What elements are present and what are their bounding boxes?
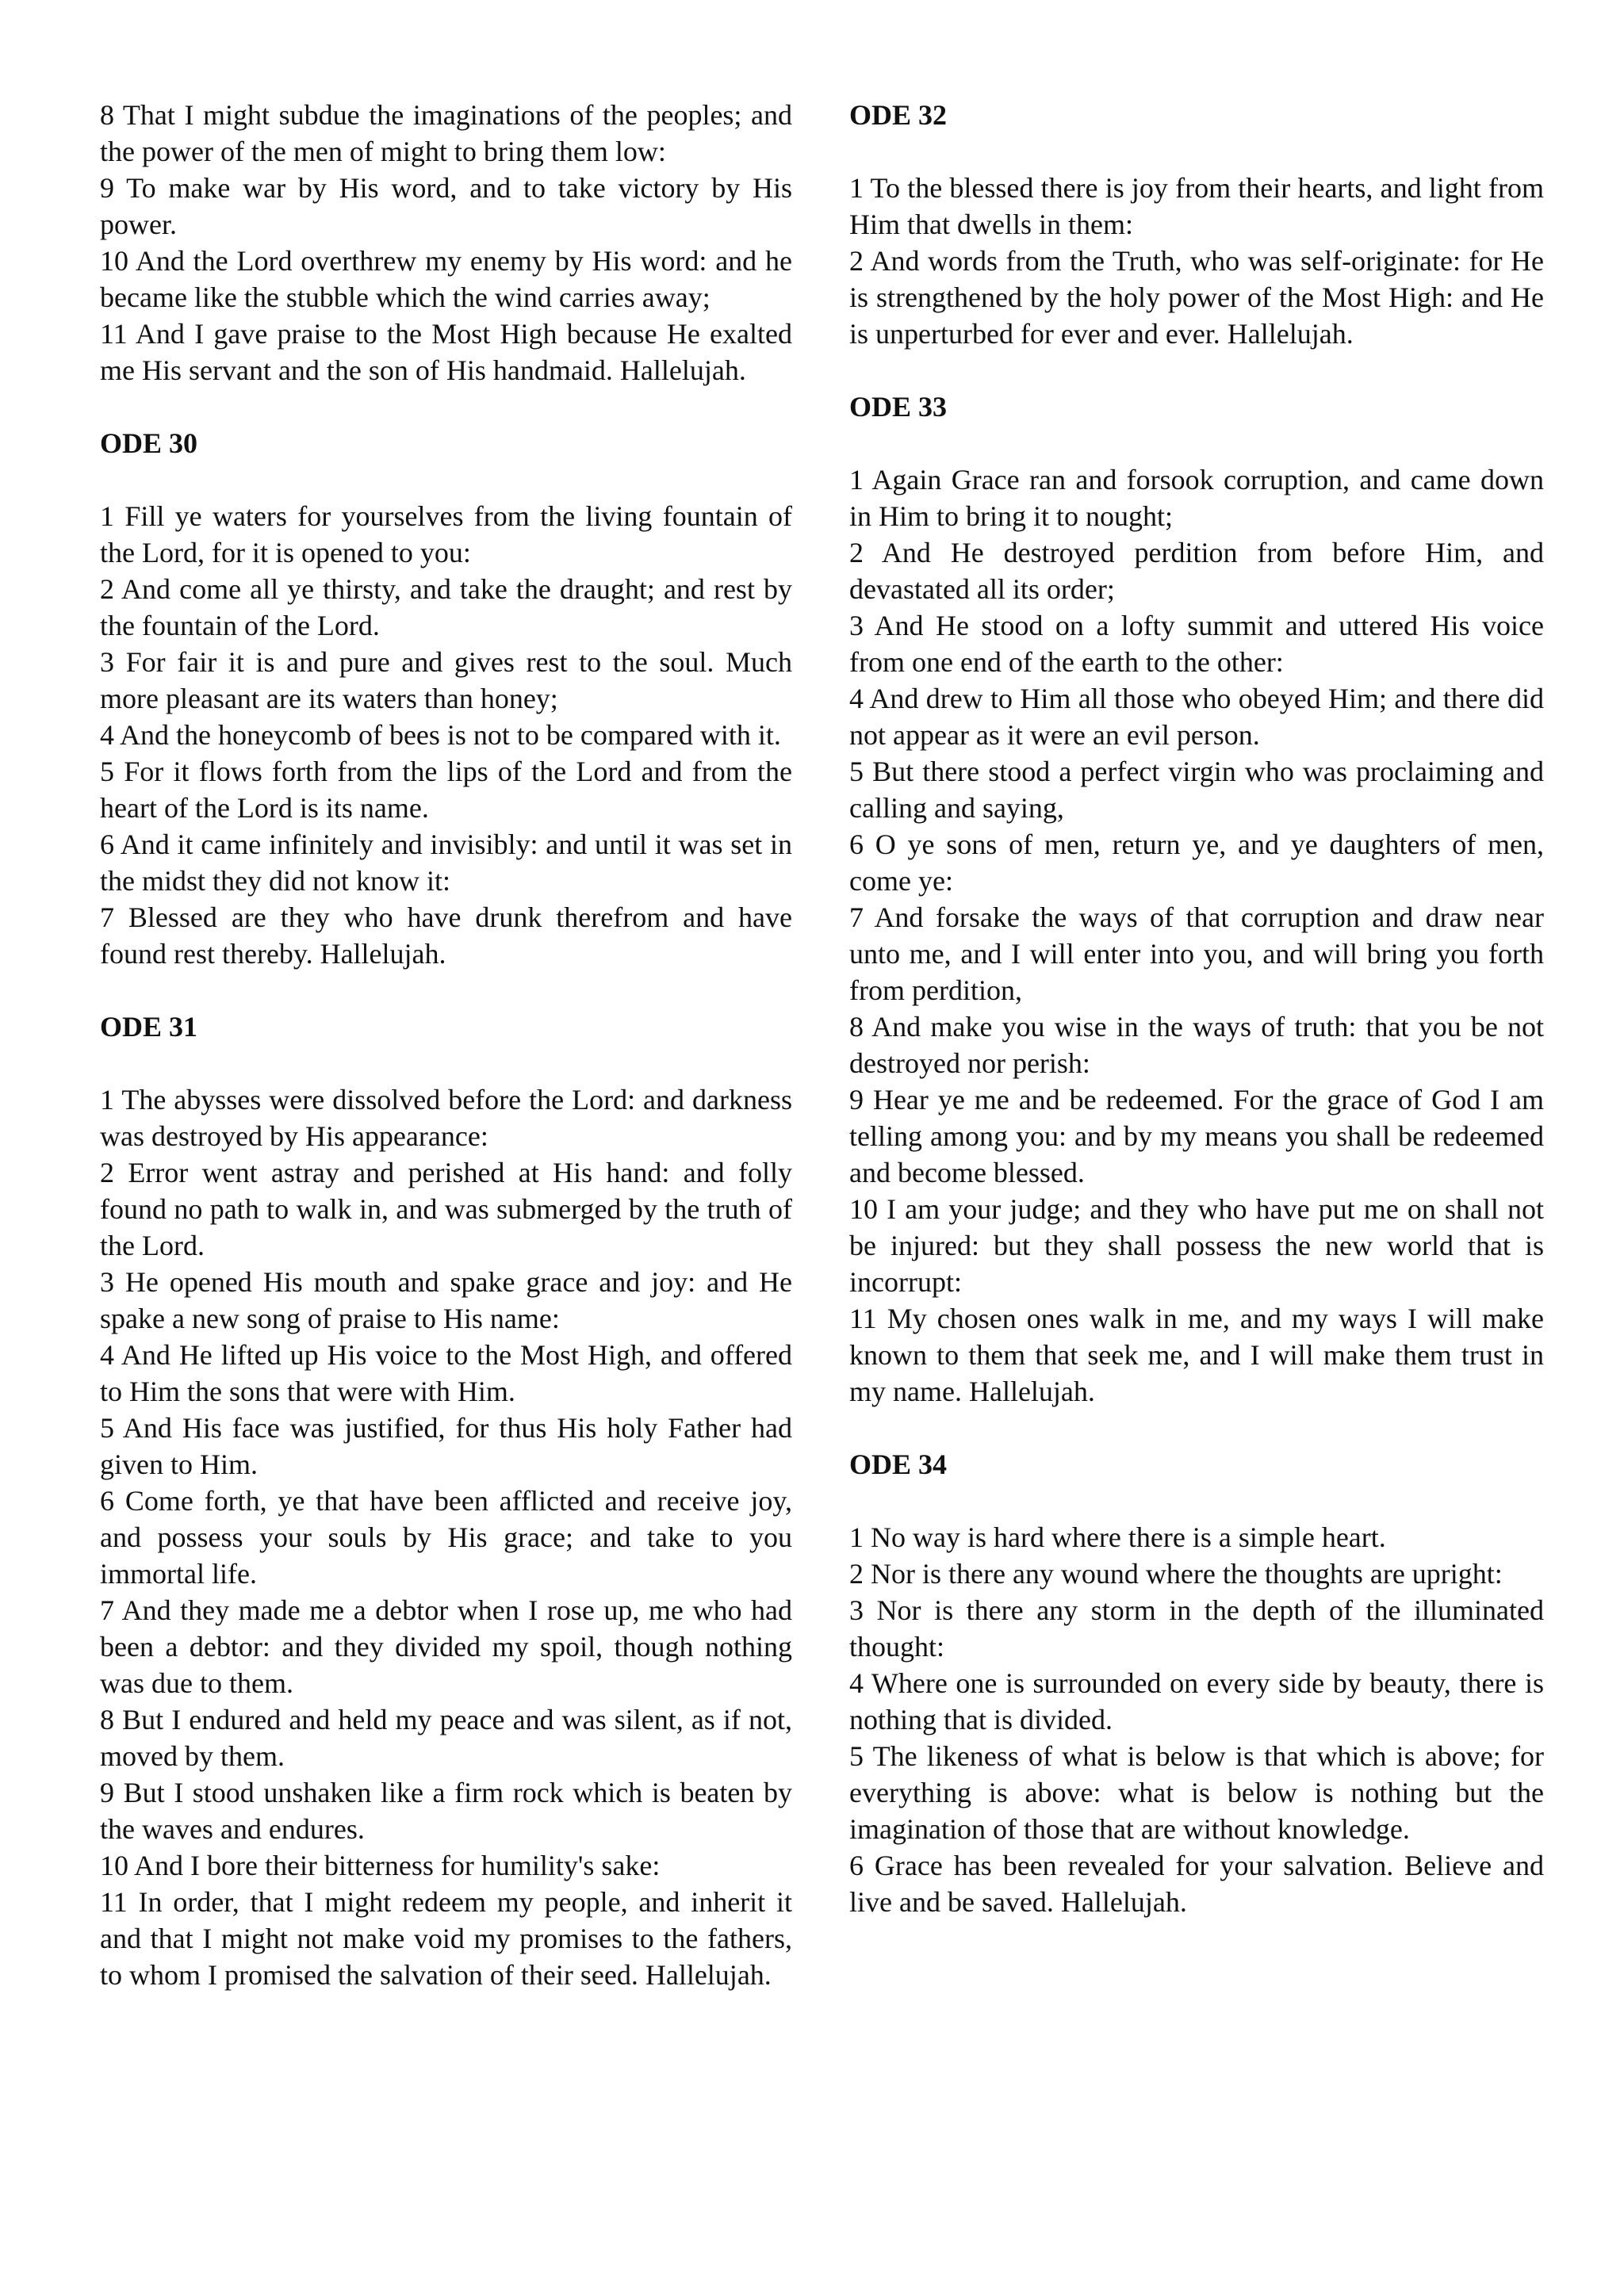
verse: 9 But I stood unshaken like a firm rock which is beaten by the waves and endures. bbox=[100, 1777, 792, 1845]
ode-32-verses bbox=[849, 170, 1544, 352]
verse: 1 Again Grace ran and forsook corruption, and came down in Him to bring it to nought; bbox=[849, 464, 1544, 532]
verse: 9 Hear ye me and be redeemed. For the grace of God I am telling among you: and by my means you shall be redeemed and become blessed. bbox=[849, 1084, 1544, 1188]
ode-34-verses bbox=[849, 1519, 1544, 1920]
ode-31-verses bbox=[100, 1081, 792, 1993]
verse: 4 And the honeycomb of bees is not to be compared with it. bbox=[100, 719, 781, 751]
verse: 1 To the blessed there is joy from their hearts, and light from Him that dwells in them: bbox=[849, 172, 1544, 240]
verse: 6 Grace has been revealed for your salvation. Believe and live and be saved. Hallelujah. bbox=[849, 1850, 1544, 1918]
verse: 5 But there stood a perfect virgin who was proclaiming and calling and saying, bbox=[849, 756, 1544, 824]
continued-ode-verses bbox=[100, 97, 792, 388]
verse: 2 Error went astray and perished at His hand: and folly found no path to walk in, and was submerged by the truth of the Lord. bbox=[100, 1157, 792, 1261]
verse: 5 For it flows forth from the lips of the Lord and from the heart of the Lord is its name. bbox=[100, 756, 792, 824]
verse: 9 To make war by His word, and to take victory by His power. bbox=[100, 172, 792, 240]
ode-34-heading: ODE 34 bbox=[849, 1448, 948, 1480]
verse: 7 And forsake the ways of that corruption and draw near unto me, and I will enter into you, and will bring you forth from perdition, bbox=[849, 901, 1544, 1006]
verse: 10 And I bore their bitterness for humility's sake: bbox=[100, 1850, 661, 1881]
verse: 7 And they made me a debtor when I rose up, me who had been a debtor: and they divided my spoil, though nothing was due to them. bbox=[100, 1594, 792, 1699]
verse: 4 And drew to Him all those who obeyed Him; and there did not appear as it were an evil person. bbox=[849, 683, 1544, 751]
verse: 5 The likeness of what is below is that which is above; for everything is above: what is below is nothing but the imagination of those that are without knowledge. bbox=[849, 1740, 1544, 1845]
ode-33-heading: ODE 33 bbox=[849, 391, 948, 423]
verse: 3 Nor is there any storm in the depth of the illuminated thought: bbox=[849, 1594, 1544, 1663]
verse: 1 Fill ye waters for yourselves from the living fountain of the Lord, for it is opened to you: bbox=[100, 500, 792, 568]
verse: 1 The abysses were dissolved before the Lord: and darkness was destroyed by His appearance: bbox=[100, 1084, 792, 1152]
verse: 2 And come all ye thirsty, and take the draught; and rest by the fountain of the Lord. bbox=[100, 573, 792, 641]
verse: 3 And He stood on a lofty summit and uttered His voice from one end of the earth to the other: bbox=[849, 610, 1544, 678]
verse: 11 And I gave praise to the Most High because He exalted me His servant and the son of His handmaid. Hallelujah. bbox=[100, 318, 792, 386]
verse: 8 And make you wise in the ways of truth: that you be not destroyed nor perish: bbox=[849, 1011, 1544, 1079]
verse: 2 Nor is there any wound where the thoughts are upright: bbox=[849, 1558, 1503, 1590]
verse: 6 And it came infinitely and invisibly: and until it was set in the midst they did not know it: bbox=[100, 828, 792, 897]
verse: 3 He opened His mouth and spake grace and joy: and He spake a new song of praise to His name: bbox=[100, 1266, 792, 1334]
verse: 3 For fair it is and pure and gives rest to the soul. Much more pleasant are its waters than honey; bbox=[100, 646, 792, 714]
verse: 2 And words from the Truth, who was self-originate: for He is strengthened by the holy power of the Most High: and He is unperturbed for ever and ever. Hallelujah. bbox=[849, 245, 1544, 350]
verse: 11 In order, that I might redeem my people, and inherit it and that I might not make void my promises to the fathers, to whom I promised the salvation of their seed. Hallelujah. bbox=[100, 1886, 792, 1991]
verse: 6 O ye sons of men, return ye, and ye daughters of men, come ye: bbox=[849, 828, 1544, 897]
ode-30-heading: ODE 30 bbox=[100, 427, 198, 459]
verse: 7 Blessed are they who have drunk therefrom and have found rest thereby. Hallelujah. bbox=[100, 901, 792, 970]
verse: 4 And He lifted up His voice to the Most High, and offered to Him the sons that were with Him. bbox=[100, 1339, 792, 1407]
verse: 8 That I might subdue the imaginations of the peoples; and the power of the men of might to bring them low: bbox=[100, 99, 792, 167]
verse: 10 And the Lord overthrew my enemy by His word: and he became like the stubble which the wind carries away; bbox=[100, 245, 792, 313]
verse: 10 I am your judge; and they who have put me on shall not be injured: but they shall possess the new world that is incorrupt: bbox=[849, 1193, 1544, 1298]
ode-32-heading: ODE 32 bbox=[849, 99, 948, 131]
verse: 8 But I endured and held my peace and was silent, as if not, moved by them. bbox=[100, 1704, 792, 1772]
verse: 5 And His face was justified, for thus His holy Father had given to Him. bbox=[100, 1412, 792, 1480]
verse: 1 No way is hard where there is a simple heart. bbox=[849, 1521, 1386, 1553]
right-column bbox=[849, 97, 1544, 1920]
verse: 4 Where one is surrounded on every side by beauty, there is nothing that is divided. bbox=[849, 1667, 1544, 1735]
left-column bbox=[100, 97, 792, 1993]
verse: 6 Come forth, ye that have been afflicted and receive joy, and possess your souls by His grace; and take to you immortal life. bbox=[100, 1485, 792, 1590]
ode-31-heading: ODE 31 bbox=[100, 1011, 198, 1043]
verse: 2 And He destroyed perdition from before Him, and devastated all its order; bbox=[849, 537, 1544, 605]
verse: 11 My chosen ones walk in me, and my ways I will make known to them that seek me, and I will make them trust in my name. Hallelujah. bbox=[849, 1303, 1544, 1407]
ode-33-verses bbox=[849, 461, 1544, 1410]
ode-30-verses bbox=[100, 498, 792, 972]
